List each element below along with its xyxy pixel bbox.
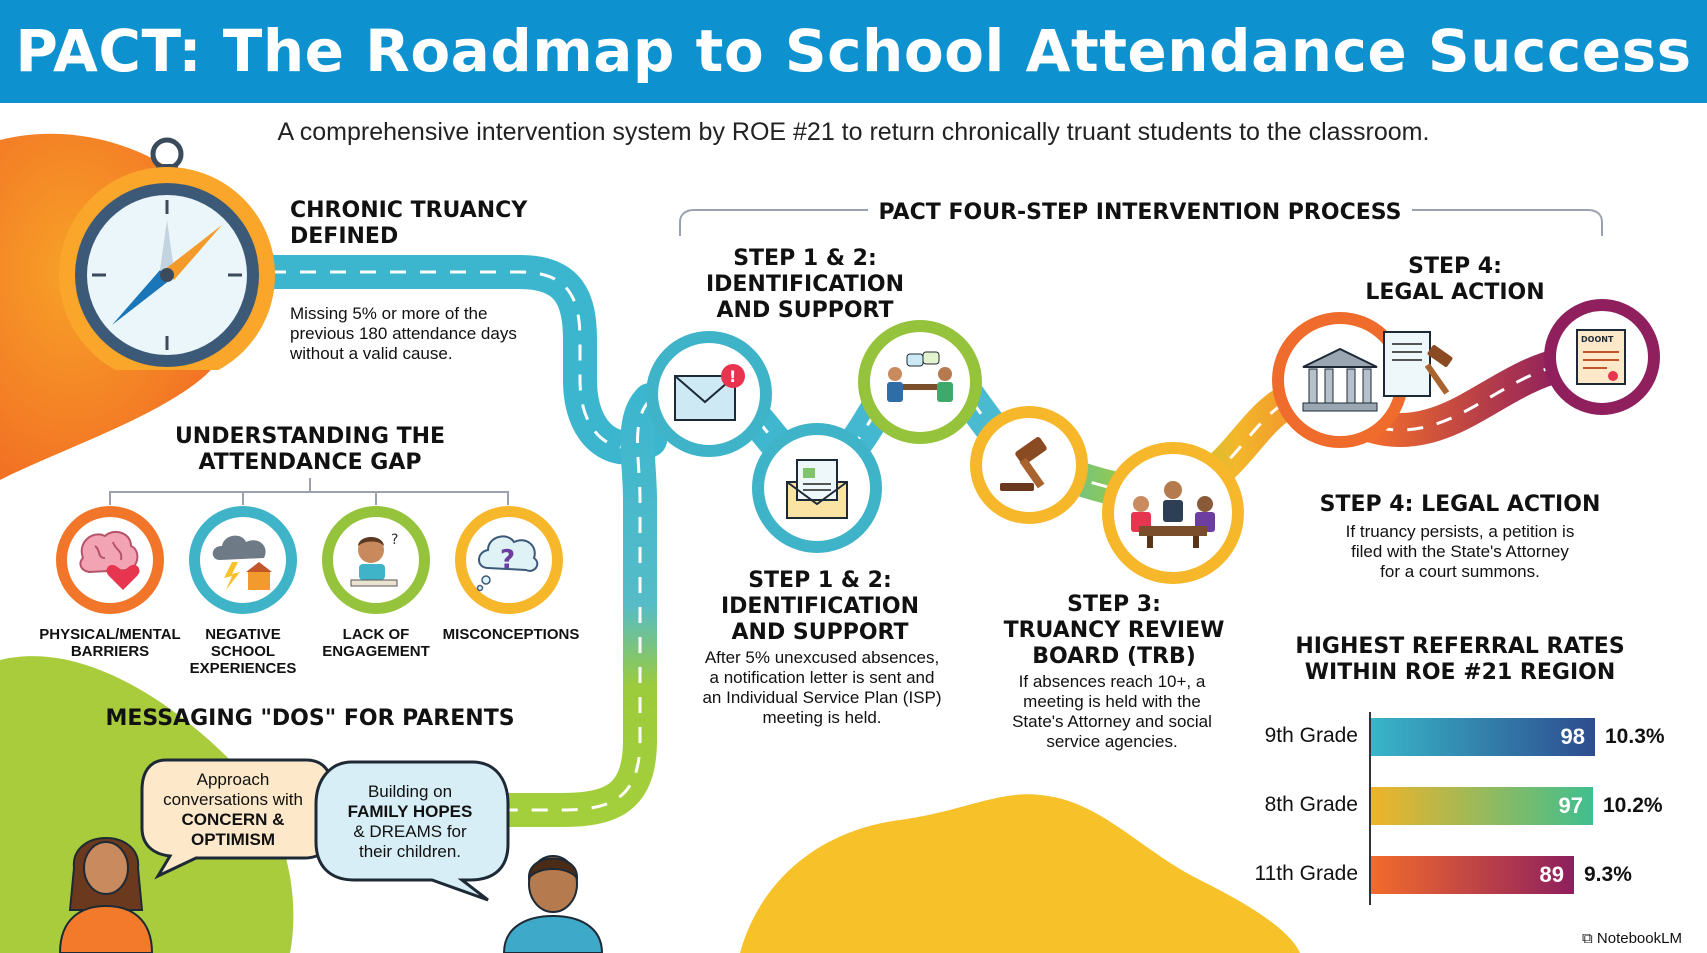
bubble2-line1: Building on — [367, 782, 453, 801]
bar-category-label: 11th Grade — [1254, 862, 1358, 885]
step4-body-line2: filed with the State's Attorney — [1351, 542, 1569, 561]
bar-value-label: 89 — [1539, 862, 1564, 887]
gap-icon-circle-4 — [455, 506, 563, 614]
notebooklm-icon: ⧉ — [1582, 930, 1593, 947]
messaging-heading: MESSAGING "DOS" FOR PARENTS — [105, 706, 515, 731]
chronic-heading-line2: DEFINED — [290, 224, 399, 249]
trb-meeting-circle — [1102, 442, 1244, 584]
chronic-truancy-definition — [290, 304, 517, 364]
bubble2-line4: their children. — [358, 842, 462, 861]
step4-heading: STEP 4: LEGAL ACTION — [1319, 492, 1601, 517]
gap-heading-line2: ATTENDANCE GAP — [198, 450, 422, 475]
bar-category-label: 9th Grade — [1264, 724, 1358, 747]
branding-label — [1582, 930, 1682, 947]
page-title: PACT: The Roadmap to School Attendance Success — [15, 17, 1692, 85]
step12-line2: IDENTIFICATION — [720, 594, 920, 619]
svg-text:?: ? — [500, 545, 516, 575]
step12-top-line2: IDENTIFICATION — [705, 272, 905, 297]
page-subtitle: A comprehensive intervention system by ROE #21 to return chronically truant students to the classroom. — [277, 118, 1430, 146]
step3-description — [980, 672, 1244, 752]
step3-body-line1: If absences reach 10+, a — [1018, 672, 1206, 691]
svg-text:?: ? — [391, 532, 399, 548]
summons-circle — [1544, 299, 1660, 415]
step12-body-line3: an Individual Service Plan (ISP) — [702, 688, 942, 707]
gap-label-4 — [438, 626, 584, 643]
gap-label-1 — [36, 626, 184, 660]
chronic-body-line3: without a valid cause. — [290, 344, 453, 363]
gap-label-3-line1: LACK OF — [342, 626, 410, 643]
gap-label-1-line1: PHYSICAL/MENTAL — [39, 626, 181, 643]
step12-line1: STEP 1 & 2: — [748, 568, 892, 593]
gap-icon-circle-1 — [56, 506, 164, 614]
step4-top-heading — [1340, 254, 1570, 306]
bar-value-label: 98 — [1560, 724, 1585, 749]
bubble2-line2: FAMILY HOPES — [347, 802, 473, 821]
notification-letter-circle — [646, 331, 772, 457]
step12-body-line4: meeting is held. — [762, 708, 882, 727]
summons-doc-label: DOONT — [1581, 335, 1614, 344]
bubble1-line4: OPTIMISM — [190, 830, 276, 849]
svg-text:!: ! — [729, 367, 737, 386]
bubble-left-text — [150, 770, 316, 850]
storm-cloud-icon — [208, 528, 278, 592]
step12-top-heading — [690, 246, 920, 324]
courthouse-icon — [1299, 345, 1381, 415]
attendance-gap-heading — [140, 424, 480, 476]
bar-category-label: 8th Grade — [1264, 793, 1358, 816]
gap-label-2-line1: NEGATIVE — [205, 626, 281, 643]
gap-label-4-line1: MISCONCEPTIONS — [442, 626, 580, 643]
yellow-blob — [740, 794, 1300, 953]
bar-value-label: 97 — [1558, 793, 1583, 818]
gap-label-3-line2: ENGAGEMENT — [322, 643, 430, 660]
branding-text: NotebookLM — [1596, 930, 1682, 947]
court-summons-icon — [1567, 324, 1637, 390]
step3-heading — [982, 592, 1246, 670]
step3-body-line3: State's Attorney and social — [1012, 712, 1212, 731]
chronic-body-line2: previous 180 attendance days — [290, 324, 517, 343]
chronic-truancy-heading — [290, 198, 527, 250]
chronic-heading-line1: CHRONIC TRUANCY — [290, 198, 528, 223]
bubble-right-text — [330, 782, 490, 862]
referral-heading-line1: HIGHEST REFERRAL RATES — [1295, 634, 1625, 659]
step4-description — [1320, 522, 1600, 582]
step12-top-line3: AND SUPPORT — [716, 298, 894, 323]
step4-body-line1: If truancy persists, a petition is — [1345, 522, 1575, 541]
step12-description — [682, 648, 962, 728]
gap-heading-line1: UNDERSTANDING THE — [174, 424, 446, 449]
step4-top-line2: LEGAL ACTION — [1365, 280, 1545, 305]
step3-line3: BOARD (TRB) — [1032, 644, 1196, 669]
gap-label-1-line2: BARRIERS — [70, 643, 150, 660]
gap-label-2 — [173, 626, 313, 677]
parent-woman-icon — [56, 818, 156, 953]
step4-body-line3: for a court summons. — [1380, 562, 1540, 581]
step3-line1: STEP 3: — [1067, 592, 1161, 617]
step12-top-line1: STEP 1 & 2: — [733, 246, 877, 271]
review-board-icon — [1125, 476, 1221, 550]
chronic-body-line1: Missing 5% or more of the — [290, 304, 488, 323]
isp-meeting-circle — [858, 320, 982, 444]
question-cloud-icon — [474, 528, 544, 592]
step12-body-line1: After 5% unexcused absences, — [704, 648, 940, 667]
bubble1-line3: CONCERN & — [181, 810, 285, 829]
step3-line2: TRUANCY REVIEW — [1003, 618, 1225, 643]
referral-heading — [1270, 634, 1650, 686]
process-title: PACT FOUR-STEP INTERVENTION PROCESS — [878, 200, 1402, 225]
gap-label-2-line3: EXPERIENCES — [189, 660, 297, 677]
brain-heart-icon — [75, 528, 145, 592]
bubble1-line2: conversations with — [163, 790, 303, 809]
petition-gavel-icon — [1380, 328, 1464, 410]
compass-icon — [52, 130, 282, 370]
letter-circle — [752, 423, 882, 553]
parent-man-icon — [498, 840, 608, 953]
gap-icon-circle-3 — [322, 506, 430, 614]
bar-percent-label: 10.2% — [1603, 794, 1663, 817]
bubble2-line3: & DREAMS for — [353, 822, 467, 841]
referral-heading-line2: WITHIN ROE #21 REGION — [1304, 660, 1616, 685]
bubble1-line1: Approach — [196, 770, 270, 789]
bar-percent-label: 9.3% — [1584, 863, 1632, 886]
gap-icon-circle-2 — [189, 506, 297, 614]
letter-envelope-icon — [779, 456, 855, 520]
gap-label-2-line2: SCHOOL — [210, 643, 276, 660]
gavel-icon — [994, 435, 1064, 495]
step12-line3: AND SUPPORT — [731, 620, 909, 645]
bored-student-icon — [341, 528, 411, 592]
alert-envelope-icon — [671, 362, 747, 426]
step3-body-line4: service agencies. — [1046, 732, 1178, 751]
gavel-circle — [970, 406, 1088, 524]
gap-label-3 — [306, 626, 446, 660]
step12-heading — [700, 568, 940, 646]
step3-body-line2: meeting is held with the — [1023, 692, 1201, 711]
step4-top-line1: STEP 4: — [1408, 254, 1502, 279]
step12-body-line2: a notification letter is sent and — [709, 668, 935, 687]
bar-percent-label: 10.3% — [1605, 725, 1665, 748]
meeting-table-icon — [883, 350, 957, 414]
